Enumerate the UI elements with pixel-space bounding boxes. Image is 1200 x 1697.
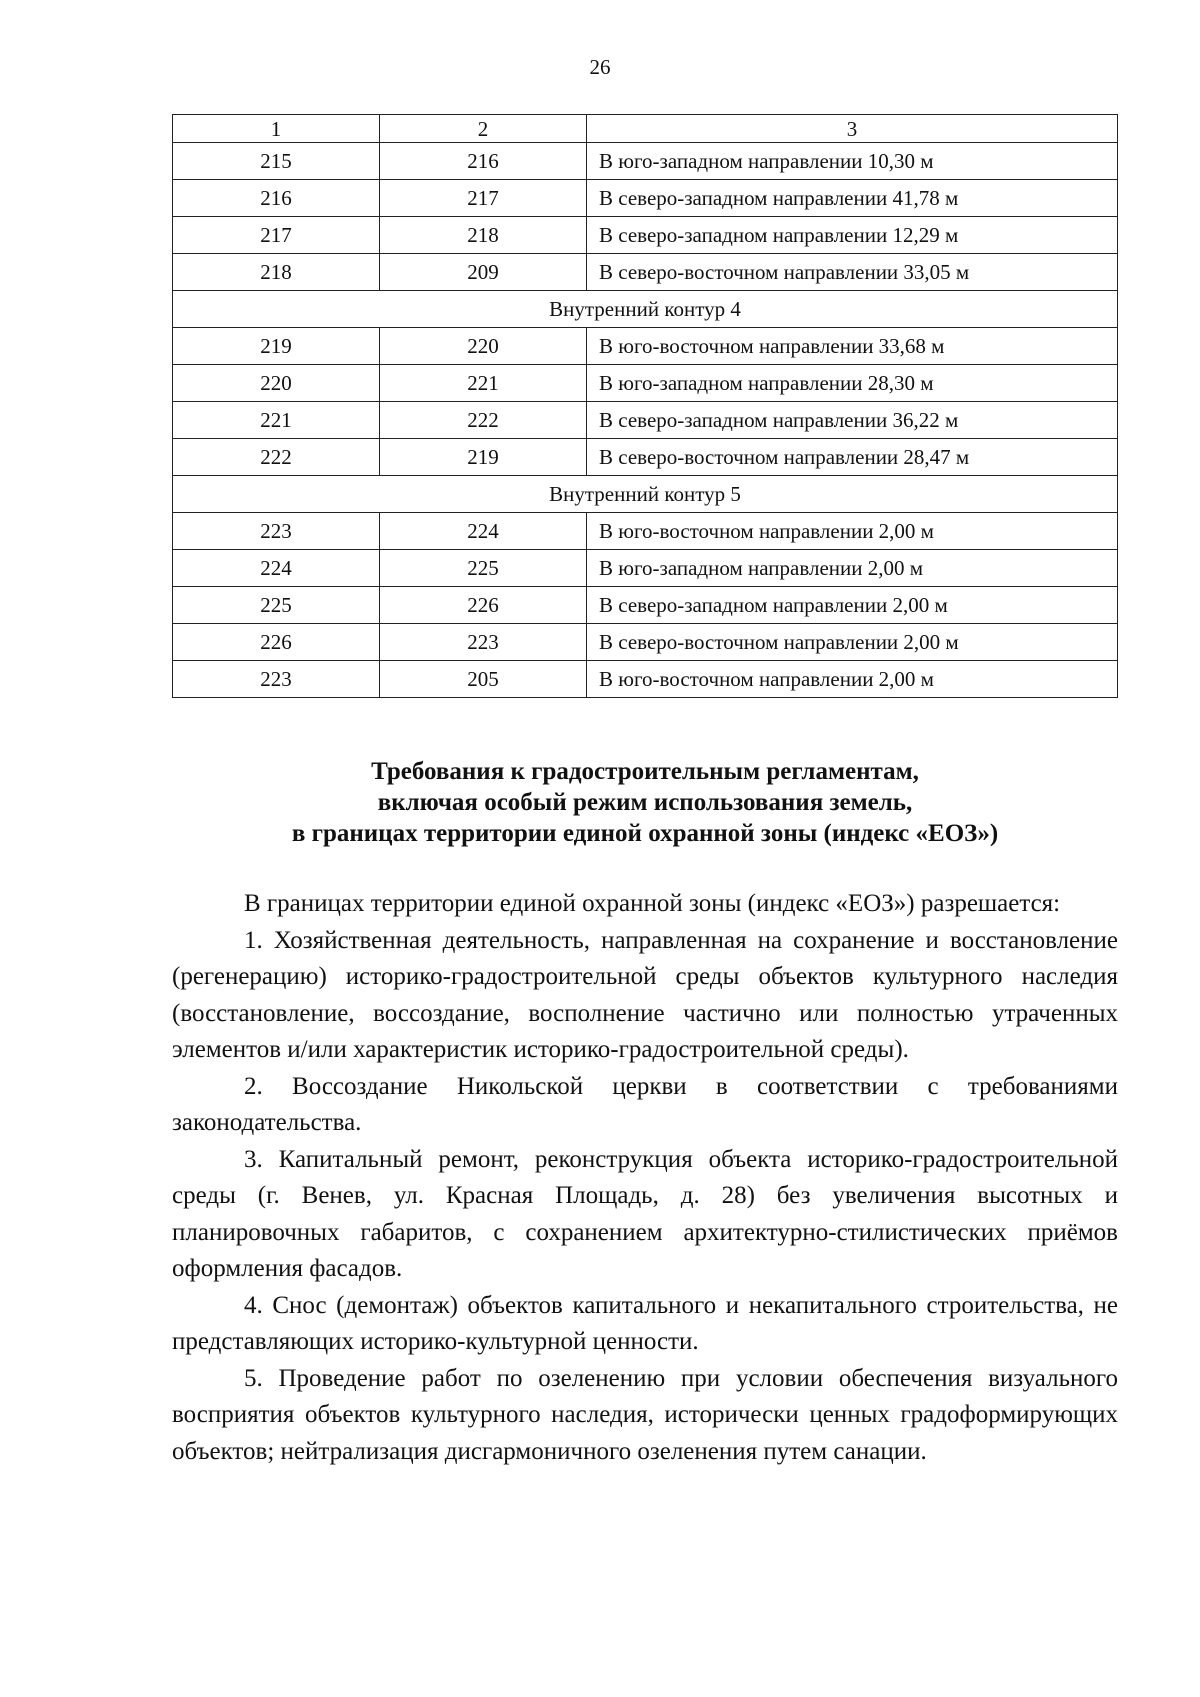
table-row [173, 365, 1118, 402]
section-label: Внутренний контур 4 [173, 291, 1118, 328]
table-row [173, 624, 1118, 661]
column-header-3: 3 [587, 115, 1118, 143]
end-point-cell: 223 [380, 624, 587, 661]
table-section-row [173, 291, 1118, 328]
table-row [173, 143, 1118, 180]
start-point-cell: 221 [173, 402, 380, 439]
direction-cell: В юго-восточном направлении 2,00 м [587, 513, 1118, 550]
start-point-cell: 219 [173, 328, 380, 365]
start-point-cell: 224 [173, 550, 380, 587]
heading-line: включая особый режим использования земель, [377, 789, 913, 816]
table-row [173, 661, 1118, 698]
direction-cell: В юго-восточном направлении 2,00 м [587, 661, 1118, 698]
body-text [172, 886, 1118, 1470]
direction-cell: В северо-восточном направлении 2,00 м [587, 624, 1118, 661]
direction-cell: В северо-западном направлении 12,29 м [587, 217, 1118, 254]
list-item-5: 5. Проведение работ по озеленению при условии обеспечения визуального восприятия объектов культурного наследия, исторически ценных градоформирующих объектов; нейтрализация дисгармоничного озеленения путем санации. [172, 1364, 1118, 1465]
end-point-cell: 225 [380, 550, 587, 587]
page-number: 26 [589, 55, 611, 79]
end-point-cell: 226 [380, 587, 587, 624]
coordinates-table [172, 114, 1118, 698]
start-point-cell: 226 [173, 624, 380, 661]
start-point-cell: 215 [173, 143, 380, 180]
heading-line: Требования к градостроительным регламентам, [371, 758, 919, 785]
start-point-cell: 218 [173, 254, 380, 291]
list-item-2: 2. Воссоздание Никольской церкви в соответствии с требованиями законодательства. [172, 1072, 1118, 1136]
end-point-cell: 224 [380, 513, 587, 550]
end-point-cell: 216 [380, 143, 587, 180]
direction-cell: В северо-западном направлении 41,78 м [587, 180, 1118, 217]
start-point-cell: 223 [173, 513, 380, 550]
start-point-cell: 225 [173, 587, 380, 624]
list-item-3: 3. Капитальный ремонт, реконструкция объекта историко-градостроительной среды (г. Венев, ул. Красная Площадь, д. 28) без увеличения высотных и планировочных габаритов, с сохранением архитектурно-стилистических приёмов оформления фасадов. [172, 1145, 1118, 1282]
table-row [173, 328, 1118, 365]
column-header-2: 2 [380, 115, 587, 143]
direction-cell: В северо-западном направлении 2,00 м [587, 587, 1118, 624]
table-section-row [173, 476, 1118, 513]
table-row [173, 217, 1118, 254]
direction-cell: В северо-восточном направлении 33,05 м [587, 254, 1118, 291]
list-item-1: 1. Хозяйственная деятельность, направленная на сохранение и восстановление (регенерацию) историко-градостроительной среды объектов культурного наследия (восстановление, воссоздание, восполнение частично или полностью утраченных элементов и/или характеристик историко-градостроительной среды). [172, 926, 1118, 1063]
heading-line: в границах территории единой охранной зоны (индекс «ЕОЗ») [291, 820, 999, 847]
direction-cell: В юго-восточном направлении 33,68 м [587, 328, 1118, 365]
end-point-cell: 220 [380, 328, 587, 365]
section-label: Внутренний контур 5 [173, 476, 1118, 513]
table-row [173, 587, 1118, 624]
start-point-cell: 216 [173, 180, 380, 217]
table-row [173, 180, 1118, 217]
end-point-cell: 221 [380, 365, 587, 402]
list-item-4: 4. Снос (демонтаж) объектов капитального и некапитального строительства, не представляющих историко-культурной ценности. [172, 1291, 1118, 1355]
direction-cell: В северо-восточном направлении 28,47 м [587, 439, 1118, 476]
direction-cell: В юго-западном направлении 10,30 м [587, 143, 1118, 180]
section-heading [172, 756, 1118, 849]
start-point-cell: 222 [173, 439, 380, 476]
start-point-cell: 220 [173, 365, 380, 402]
table-row [173, 550, 1118, 587]
end-point-cell: 219 [380, 439, 587, 476]
end-point-cell: 218 [380, 217, 587, 254]
column-header-1: 1 [173, 115, 380, 143]
end-point-cell: 205 [380, 661, 587, 698]
end-point-cell: 209 [380, 254, 587, 291]
table-row [173, 439, 1118, 476]
end-point-cell: 222 [380, 402, 587, 439]
start-point-cell: 217 [173, 217, 380, 254]
table-row [173, 402, 1118, 439]
direction-cell: В юго-западном направлении 2,00 м [587, 550, 1118, 587]
start-point-cell: 223 [173, 661, 380, 698]
direction-cell: В юго-западном направлении 28,30 м [587, 365, 1118, 402]
table-header-row [173, 115, 1118, 143]
intro-paragraph: В границах территории единой охранной зоны (индекс «ЕОЗ») разрешается: [244, 890, 1061, 917]
table-row [173, 513, 1118, 550]
end-point-cell: 217 [380, 180, 587, 217]
direction-cell: В северо-западном направлении 36,22 м [587, 402, 1118, 439]
table-row [173, 254, 1118, 291]
